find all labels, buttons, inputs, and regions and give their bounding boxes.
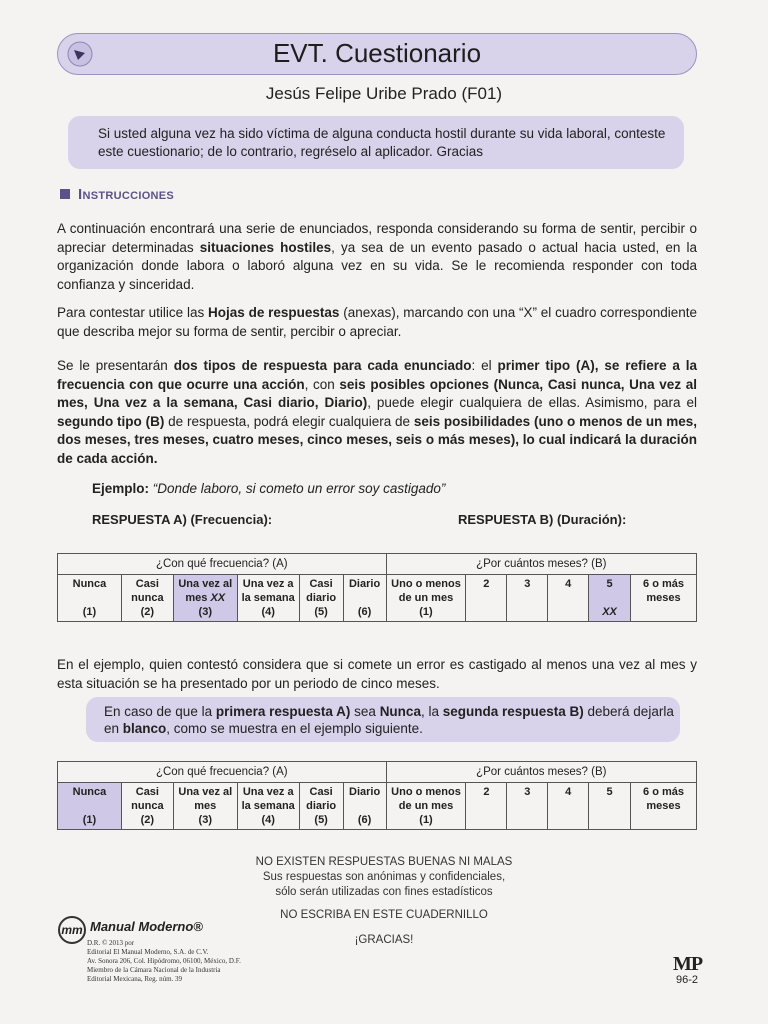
mp-logo: MP (673, 953, 703, 975)
option-cell: 3 (507, 783, 548, 830)
section-heading (60, 186, 174, 203)
example-table-1 (57, 553, 697, 622)
option-cell: Casi diario (5) (299, 575, 343, 622)
option-cell: Uno o menos de un mes (1) (386, 575, 466, 622)
mm-logo-icon: mm (58, 916, 86, 944)
option-cell: Una vez al mes (3) (173, 783, 237, 830)
intro-box (68, 116, 684, 169)
footer-notice: NO EXISTEN RESPUESTAS BUENAS NI MALAS Sus respuestas son anónimas y confidenciales, sólo serán utilizadas con fines estadísticos (255, 856, 513, 898)
note-text: En caso de que la primera respuesta A) sea Nunca, la segunda respuesta B) deberá dejarla en blanco, como se muestra en el ejemplo siguiente. (104, 704, 674, 736)
author-line: Jesús Felipe Uribe Prado (F01) (265, 84, 503, 103)
option-cell: 4 (548, 783, 589, 830)
thanks-text: ¡GRACIAS! (354, 934, 414, 946)
option-cell: 6 o más meses (631, 575, 697, 622)
example-line: Ejemplo: “Donde laboro, si cometo un error soy castigado” (92, 481, 446, 496)
frequency-header: ¿Con qué frecuencia? (A) (58, 762, 387, 783)
note-box (86, 697, 680, 742)
option-cell: Casi nunca (2) (121, 783, 173, 830)
example-table-2 (57, 761, 697, 830)
duration-header: ¿Por cuántos meses? (B) (386, 554, 696, 575)
side-note (738, 340, 750, 685)
form-code: 96-2 (676, 974, 699, 986)
response-a-label: RESPUESTA A) (Frecuencia): (92, 512, 273, 527)
instructions-paragraph-2: Para contestar utilice las Hojas de respuestas (anexas), marcando con una “X” el cuadro correspondiente que describa mejor su forma de sentir, percibir o apreciar. (57, 305, 697, 339)
instructions-paragraph-1: A continuación encontrará una serie de enunciados, responda considerando su forma de sentir, percibir o apreciar determinadas situaciones hostiles, ya sea de un evento pasado o actual hacia usted, en la organización donde labora o laboró alguna vez en su vida. Se le recomienda responder con toda confianza y sinceridad. (57, 221, 698, 292)
page-title: EVT. Cuestionario (272, 38, 482, 68)
instructions-paragraph-3: Se le presentarán dos tipos de respuesta para cada enunciado: el primer tipo (A), se refiere a la frecuencia con que ocurre una acción, con seis posibles opciones (Nunca, Casi nunca, Una vez al mes, Una vez a la semana, Casi diario, Diario), puede elegir cualquiera de ellas. Asimismo, para el segundo tipo (B) de respuesta, podrá elegir cualquiera de seis posibilidades (uno o menos de un mes, dos meses, tres meses, cuatro meses, cinco meses, seis o más meses), lo cual indicará la duración de cada acción. (57, 358, 698, 466)
option-cell: Uno o menos de un mes (1) (386, 783, 466, 830)
frequency-header: ¿Con qué frecuencia? (A) (58, 554, 387, 575)
option-cell: Una vez a la semana (4) (237, 575, 299, 622)
intro-text: Si usted alguna vez ha sido víctima de alguna conducta hostil durante su vida laboral, conteste este cuestionario; de lo contrario, regréselo al aplicador. Gracias (98, 126, 666, 159)
response-b-label: RESPUESTA B) (Duración): (458, 512, 627, 527)
option-cell: Diario (6) (343, 575, 386, 622)
option-cell-selected: Una vez al mes XX (3) (173, 575, 237, 622)
do-not-write-notice: NO ESCRIBA EN ESTE CUADERNILLO (280, 909, 488, 921)
option-cell: Una vez a la semana (4) (237, 783, 299, 830)
option-cell-selected: Nunca (1) (58, 783, 122, 830)
option-cell: 3 (507, 575, 548, 622)
answer-mark: XX (602, 606, 617, 618)
option-cell: Casi nunca (2) (121, 575, 173, 622)
option-cell: 6 o más meses (631, 783, 697, 830)
option-cell: 5 (589, 783, 631, 830)
option-cell: 2 (466, 575, 507, 622)
square-bullet-icon (60, 189, 70, 199)
section-title: Instrucciones (78, 186, 175, 203)
option-cell: Casi diario (5) (299, 783, 343, 830)
title-banner (57, 33, 697, 75)
publisher-imprint: D.R. © 2013 por Editorial El Manual Moderno, S.A. de C.V. Av. Sonora 206, Col. Hipódromo, 06100, México, D.F. Miembro de la Cámara Nacional de la Industria Editorial Mexicana, Reg. núm. 39 (87, 939, 241, 983)
option-cell-selected: 5 XX (589, 575, 631, 622)
option-cell: 4 (548, 575, 589, 622)
example-explanation: En el ejemplo, quien contestó considera que si comete un error es castigado al menos una vez al mes y esta situación se ha presentado por un periodo de cinco meses. (57, 657, 697, 691)
option-cell: Diario (6) (343, 783, 386, 830)
option-cell: Nunca (1) (58, 575, 122, 622)
answer-mark: XX (210, 592, 226, 604)
duration-header: ¿Por cuántos meses? (B) (386, 762, 696, 783)
publisher-name: Manual Moderno® (90, 919, 203, 934)
option-cell: 2 (466, 783, 507, 830)
